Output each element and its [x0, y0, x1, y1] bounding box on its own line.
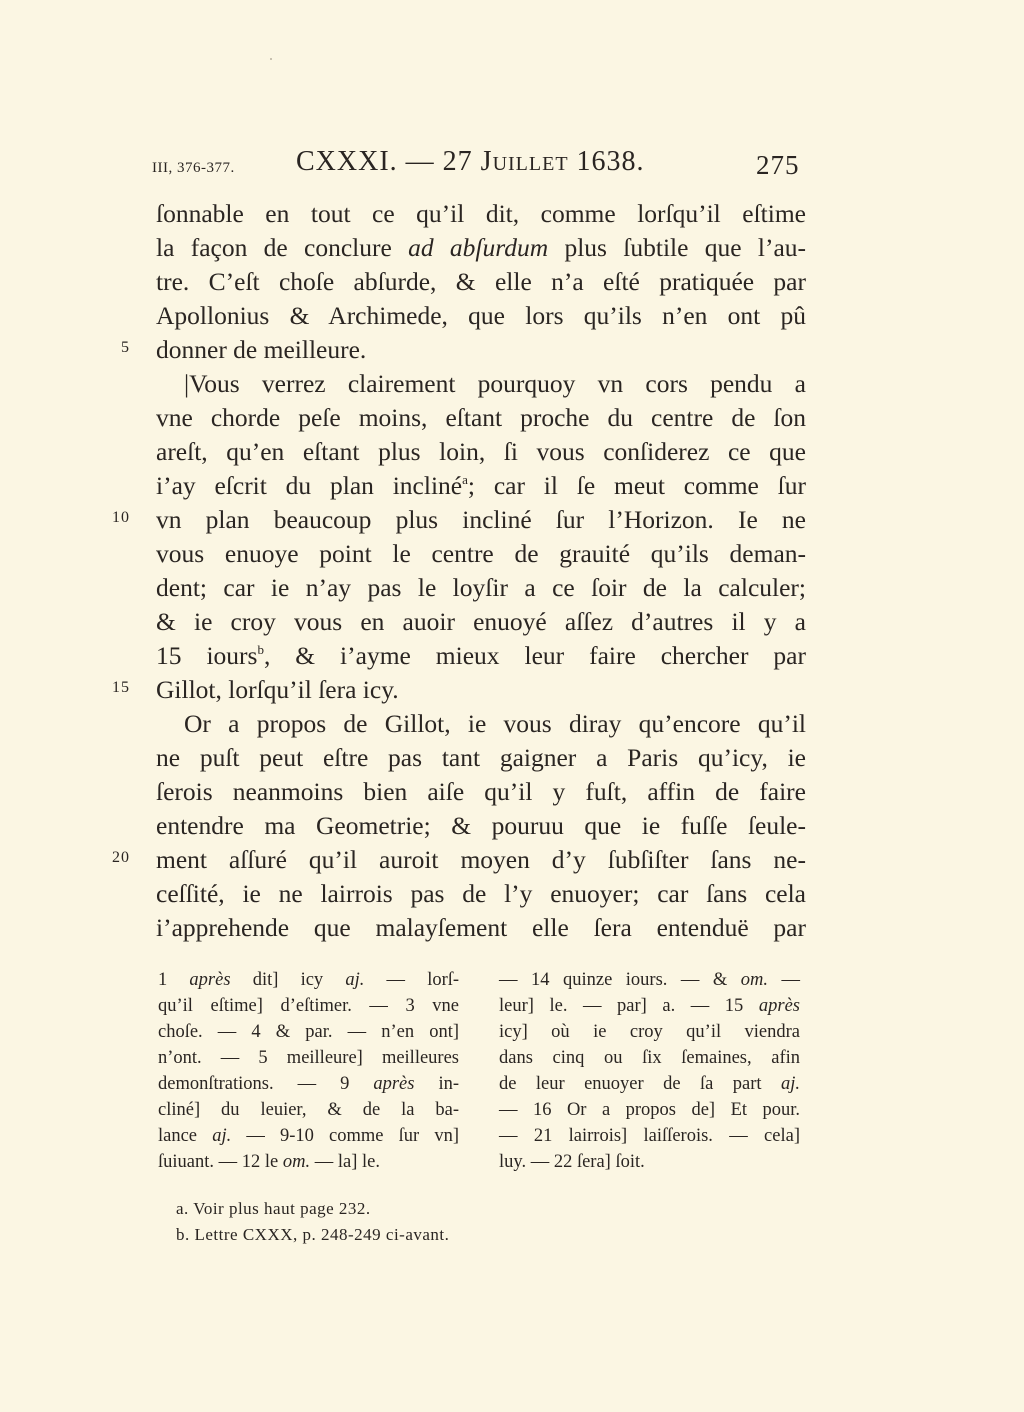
variant-italic: om.	[740, 970, 769, 990]
text-line-8: areſt, qu’en eſtant plus loin, ſi vous conſiderez ce que	[156, 437, 806, 466]
speck	[270, 58, 272, 60]
letter-year: 1638.	[576, 146, 645, 177]
variant-text: — 14 quinze iours. — &	[499, 970, 728, 990]
text-line-17: ne puſt peut eſtre pas tant gaigner a Paris qu’icy, ie	[156, 743, 806, 772]
variant-line: icy] où ie croy qu’il viendra	[499, 1022, 800, 1042]
variant-line: choſe. — 4 & par. — n’en ont]	[158, 1022, 459, 1042]
line-number-15: 15	[112, 679, 130, 696]
footnotes	[176, 1196, 449, 1248]
letter-number: CXXXI.	[296, 146, 398, 177]
text-line-2	[156, 231, 806, 265]
text-line-19: entendre ma Geometrie; & pouruu que ie fuſſe ſeule-	[156, 811, 806, 840]
volume-reference: III, 376-377.	[152, 160, 235, 176]
variant-text: lance	[158, 1126, 198, 1146]
variant-line: n’ont. — 5 meilleure] meilleures	[158, 1048, 459, 1068]
text-line-4: Apollonius & Archimede, que lors qu’ils n’en ont pû	[156, 301, 806, 330]
letter-month: Juillet	[480, 146, 569, 177]
variant-italic: aj.	[345, 970, 365, 990]
variant-line	[158, 1149, 459, 1175]
text-line-9	[156, 469, 806, 503]
variant-line	[499, 967, 800, 993]
variants-right-column	[499, 967, 800, 1175]
variant-line: — 16 Or a propos de] Et pour.	[499, 1100, 800, 1120]
text-line-14-post: , & i’ayme mieux leur faire chercher par	[263, 641, 806, 670]
variant-text: leur] le. — par] a. — 15	[499, 996, 744, 1016]
heading-dash: —	[405, 146, 435, 177]
text-line-2-pre: la façon de conclure	[156, 233, 392, 262]
text-line-10: vn plan beaucoup plus incliné ſur l’Horizon. Ie ne	[156, 505, 806, 534]
variant-italic: aj.	[212, 1126, 232, 1146]
variant-text: ſuiuant. — 12 le	[158, 1152, 279, 1172]
text-line-14-pre: 15 iours	[156, 641, 258, 670]
text-line-9-post: ; car il ſe meut comme ſur	[467, 471, 807, 500]
variant-line: cliné] du leuier, & de la ba-	[158, 1100, 459, 1120]
variant-line	[158, 1071, 459, 1097]
text-line-12: dent; car ie n’ay pas le loyſir a ce ſoir de la calculer;	[156, 573, 806, 602]
variant-line: qu’il eſtime] d’eſtimer. — 3 vne	[158, 996, 459, 1016]
variant-italic: après	[758, 996, 800, 1016]
text-line-22: i’apprehende que malayſement elle ſera entenduë par	[156, 913, 806, 942]
variants-left-column	[158, 967, 459, 1175]
variant-text: — 9-10 comme ſur vn]	[246, 1126, 460, 1146]
main-text	[156, 197, 806, 945]
footnote-b: b. Lettre CXXX, p. 248-249 ci-avant.	[176, 1225, 450, 1244]
text-line-20: ment aſſuré qu’il auroit moyen d’y ſubſiſter ſans ne-	[156, 845, 806, 874]
text-line-13: & ie croy vous en auoir enuoyé aſſez d’autres il y a	[156, 607, 806, 636]
variant-line	[158, 1123, 459, 1149]
variant-italic: om.	[282, 1152, 311, 1172]
variant-line	[499, 1071, 800, 1097]
text-line-14	[156, 639, 806, 673]
variant-line: — 21 lairrois] laiſſerois. — cela]	[499, 1126, 800, 1146]
text-line-7: vne chorde peſe moins, eſtant proche du centre de ſon	[156, 403, 806, 432]
text-line-11: vous enuoye point le centre de grauité qu’ils deman-	[156, 539, 806, 568]
variant-text: dit] icy	[252, 970, 324, 990]
letter-day: 27	[442, 146, 473, 177]
variant-line	[499, 993, 800, 1019]
text-line-3: tre. C’eſt choſe abſurde, & elle n’a eſté pratiquée par	[156, 267, 806, 296]
text-line-21: ceſſité, ie ne lairrois pas de l’y enuoyer; car ſans cela	[156, 879, 806, 908]
text-line-9-pre: i’ay eſcrit du plan incliné	[156, 471, 463, 500]
variant-line: dans cinq ou ſix ſemaines, afin	[499, 1048, 800, 1068]
variant-text: in-	[438, 1074, 460, 1094]
line-number-10: 10	[112, 509, 130, 526]
variant-italic: après	[373, 1074, 415, 1094]
footnote-a: a. Voir plus haut page 232.	[176, 1199, 371, 1218]
line-number-20: 20	[112, 849, 130, 866]
text-line-15: Gillot, lorſqu’il ſera icy.	[156, 675, 399, 704]
page-number: 275	[756, 150, 800, 180]
variant-readings	[158, 967, 800, 1175]
variant-text: —	[781, 970, 801, 990]
text-line-6: |Vous verrez clairement pourquoy vn cors pendu a	[184, 369, 806, 398]
variant-line: luy. — 22 ſera] ſoit.	[499, 1152, 645, 1172]
variant-text: demonſtrations. — 9	[158, 1074, 350, 1094]
text-line-5: donner de meilleure.	[156, 335, 367, 364]
text-line-1: ſonnable en tout ce qu’il dit, comme lorſqu’il eſtime	[156, 199, 806, 228]
variant-italic: après	[189, 970, 231, 990]
letter-heading	[296, 146, 645, 178]
footnote-ref-b: b	[257, 642, 264, 657]
text-line-2-italic: ad abſurdum	[408, 233, 549, 262]
variant-text: — la] le.	[314, 1152, 380, 1172]
line-number-5: 5	[121, 339, 130, 356]
text-line-2-post: plus ſubtile que l’au-	[564, 233, 807, 262]
variant-line	[158, 967, 459, 993]
variant-text: — lorſ-	[386, 970, 460, 990]
variant-italic: aj.	[780, 1074, 800, 1094]
text-line-18: ſerois neanmoins bien aiſe qu’il y fuſt, affin de faire	[156, 777, 806, 806]
variant-text: de leur enuoyer de ſa part	[499, 1074, 762, 1094]
variant-text: 1	[158, 970, 168, 990]
text-line-16: Or a propos de Gillot, ie vous diray qu’encore qu’il	[184, 709, 806, 738]
footnote-ref-a: a	[462, 472, 468, 487]
